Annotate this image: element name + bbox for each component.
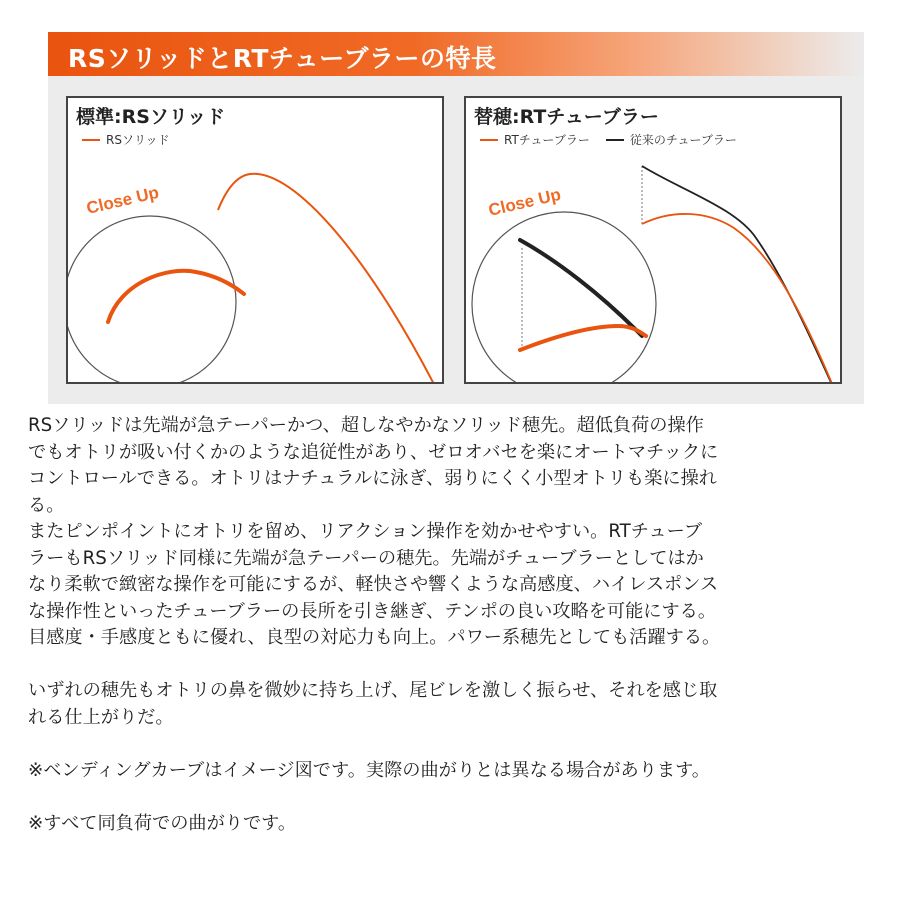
note-bending-curve: ※ベンディングカーブはイメージ図です。実際の曲がりとは異なる場合があります。: [28, 759, 710, 781]
panel-rs-solid: [66, 96, 444, 384]
description-line: る。: [28, 494, 65, 516]
description-text: [28, 413, 888, 837]
summary-line: れる仕上がりだ。: [28, 706, 174, 728]
description-line: なり柔軟で緻密な操作を可能にするが、軽快さや響くような高感度、ハイレスポンス: [28, 574, 719, 595]
closeup-magnifier-circle: [68, 216, 236, 384]
rod-tip-comparison-figure: [48, 32, 864, 404]
panel-title-rs-solid: 標準:RSソリッド: [76, 106, 226, 128]
conventional-tubular-bend-curve: [642, 166, 838, 384]
rs-solid-bend-curve: [218, 174, 444, 384]
closeup-label: Close Up: [84, 182, 161, 218]
description-line: な操作性といったチューブラーの長所を引き継ぎ、テンポの良い攻略を可能にする。: [28, 600, 717, 622]
closeup-magnifier-circle: [472, 212, 656, 384]
description-line: 目感度・手感度ともに優れ、良型の対応力も向上。パワー系穂先としても活躍する。: [28, 627, 721, 648]
description-line: ラーもRSソリッド同様に先端が急テーパーの穂先。先端がチューブラーとしてはか: [28, 547, 704, 569]
figure-title: RSソリッドとRTチューブラーの特長: [68, 44, 497, 73]
note-same-load: ※すべて同負荷での曲がりです。: [28, 812, 297, 834]
panel-rt-tubular: [464, 96, 842, 384]
rt-tubular-bend-curve: [642, 214, 838, 384]
legend-label-rt-tubular: RTチューブラー: [504, 133, 590, 147]
closeup-label: Close Up: [486, 184, 563, 220]
description-line: またピンポイントにオトリを留め、リアクション操作を効かせやすい。RTチューブ: [28, 521, 703, 542]
header-bar: [48, 32, 864, 76]
bend-curve-svg-left: [68, 98, 444, 384]
description-line: コントロールできる。オトリはナチュラルに泳ぎ、弱りにくく小型オトリも楽に操れ: [28, 468, 717, 489]
bend-curve-svg-right: [466, 98, 842, 384]
legend-label-conventional: 従来のチューブラー: [629, 133, 737, 147]
legend-label-rs-solid: RSソリッド: [106, 133, 170, 147]
description-line: RSソリッドは先端が急テーパーかつ、超しなやかなソリッド穂先。超低負荷の操作: [28, 415, 704, 436]
summary-line: いずれの穂先もオトリの鼻を微妙に持ち上げ、尾ビレを激しく振らせ、それを感じ取: [28, 680, 718, 701]
panel-title-rt-tubular: 替穂:RTチューブラー: [474, 106, 659, 128]
description-line: でもオトリが吸い付くかのような追従性があり、ゼロオバセを楽にオートマチックに: [28, 441, 719, 463]
